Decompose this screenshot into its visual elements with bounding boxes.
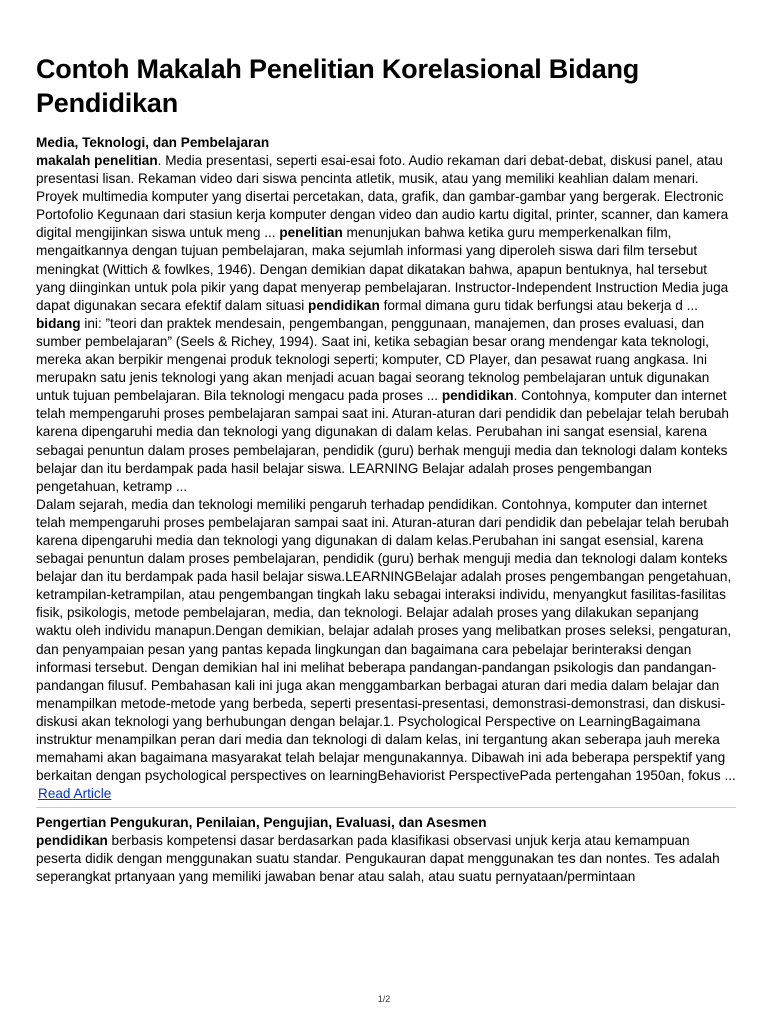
section-divider (36, 807, 736, 808)
keyword-highlight: bidang (36, 315, 81, 331)
keyword-highlight: pendidikan (36, 833, 108, 849)
section-body: Dalam sejarah, media dan teknologi memiliki pengaruh terhadap pendidikan. Contohnya, komputer dan internet telah mempengaruhi proses pembelajaran sampai saat ini. Aturan-aturan dari pendidik dan pebelajar telah berubah karena dipengaruhi media dan teknologi yang digunakan di dalam kelas.Perubahan ini sangat esensial, karena sebagai penuntun dalam proses pembelajaran, pendidik (guru) berhak menguji media dan teknologi dalam konteks belajar dan itu berdampak pada hasil belajar siswa.LEARNINGBelajar adalah proses pengembangan pengetahuan, ketrampilan-ketrampilan, atau pengembangan tingkah laku sebagai interaksi individu, menyangkut fasilitas-fasilitas fisik, psikologis, metode pembelajaran, media, dan teknologi. Belajar adalah proses yang dilakukan sepanjang waktu oleh individu manapun.Dengan demikian, belajar adalah proses yang melibatkan proses seleksi, pengaturan, dan penyampaian pesan yang pantas kepada lingkungan dan bagaimana cara pebelajar berinteraksi dengan informasi tersebut. Dengan demikian hal ini melihat beberapa pandangan-pandangan psikologis dan pandangan-pandangan filusuf. Pembahasan kali ini juga akan menggambarkan berbagai aturan dari media dalam belajar dan menampilkan metode-metode yang berbeda, seperti presentasi-presentasi, demonstrasi-demonstrasi, dan diskusi-diskusi akan teknologi yang berhubungan dengan belajar.1. Psychological Perspective on LearningBagaimana instruktur menampilkan peran dari media dan teknologi di dalam kelas, ini tergantung akan seberapa jauh mereka memahami akan bagaimana masyarakat telah belajar mengunakannya. Dibawah ini ada beberapa perspektif yang berkaitan dengan psychological perspectives on learningBehaviorist PerspectivePada pertengahan 1950an, fokus ... (36, 496, 736, 784)
section-media-teknologi (36, 134, 736, 803)
keyword-highlight: pendidikan (441, 388, 514, 404)
keyword-highlight: penelitian (279, 225, 343, 241)
keyword-highlight: pendidikan (308, 297, 380, 313)
read-article-link[interactable]: Read Article (38, 786, 112, 802)
page-number: 1/2 (377, 994, 391, 1004)
section-pengukuran (36, 814, 736, 886)
section-excerpt: makalah penelitian. Media presentasi, seperti esai-esai foto. Audio rekaman dari debat-debat, diskusi panel, atau presentasi lisan. Rekaman video dari siswa pencinta atletik, musik, atau yang memiliki keahlian dalam menari. Proyek multimedia komputer yang disertai percetakan, data, grafik, dan gambar-gambar yang bergerak. Electronic Portofolio Kegunaan dari stasiun kerja komputer dengan video dan audio kartu digital, printer, scanner, dan kamera digital mengijinkan siswa untuk meng ... penelitian menunjukan bahwa ketika guru memperkenalkan film, mengaitkannya dengan tujuan pembelajaran, maka sejumlah informasi yang diperoleh siswa dari film tersebut meningkat (Wittich & fowlkes, 1946). Dengan demikian dapat dikatakan bahwa, apapun bentuknya, hal tersebut yang diinginkan untuk pola pikir yang dapat menyerap pembelajaran. Instructor-Independent Instruction Media juga dapat digunakan secara efektif dalam situasi pendidikan formal dimana guru tidak berfungsi atau bekerja d ... bidang ini: ”teori dan praktek mendesain, pengembangan, penggunaan, manajemen, dan proses evaluasi, dan sumber pembelajaran” (Seels & Richey, 1994). Saat ini, ketika sebagian besar orang mendengar kata teknologi, mereka akan berpikir mengenai produk teknologi seperti; komputer, CD Player, dan pesawat ruang angkasa. Ini merupakn satu jenis teknologi yang akan menjadi acuan bagai seorang teknolog pembelajaran untuk digunakan untuk tujuan pembelajaran. Bila teknologi mengacu pada proses ... pendidikan. Contohnya, komputer dan internet telah mempengaruhi proses pembelajaran sampai saat ini. Aturan-aturan dari pendidik dan pebelajar telah berubah karena dipengaruhi media dan teknologi yang digunakan di dalam kelas. Perubahan ini sangat esensial, karena sebagai penuntun dalam proses pembelajaran, pendidik (guru) berhak menguji media dan teknologi dalam konteks belajar dan itu berdampak pada hasil belajar siswa. LEARNING Belajar adalah proses pengembangan pengetahuan, ketramp ... (36, 153, 729, 494)
section-heading: Pengertian Pengukuran, Penilaian, Pengujian, Evaluasi, dan Asesmen (36, 815, 487, 831)
section-excerpt: pendidikan berbasis kompetensi dasar berdasarkan pada klasifikasi observasi unjuk kerja atau kemampuan peserta didik dengan menggunakan suatu standar. Pengukauran dapat menggunakan tes dan nontes. Tes adalah seperangkat prtanyaan yang memiliki jawaban benar atau salah, atau suatu pernyataan/permintaan (36, 833, 720, 885)
document-page (36, 52, 736, 887)
keyword-highlight: makalah penelitian (36, 153, 158, 168)
section-heading: Media, Teknologi, dan Pembelajaran (36, 135, 270, 150)
page-title: Contoh Makalah Penelitian Korelasional Bidang Pendidikan (36, 54, 640, 118)
